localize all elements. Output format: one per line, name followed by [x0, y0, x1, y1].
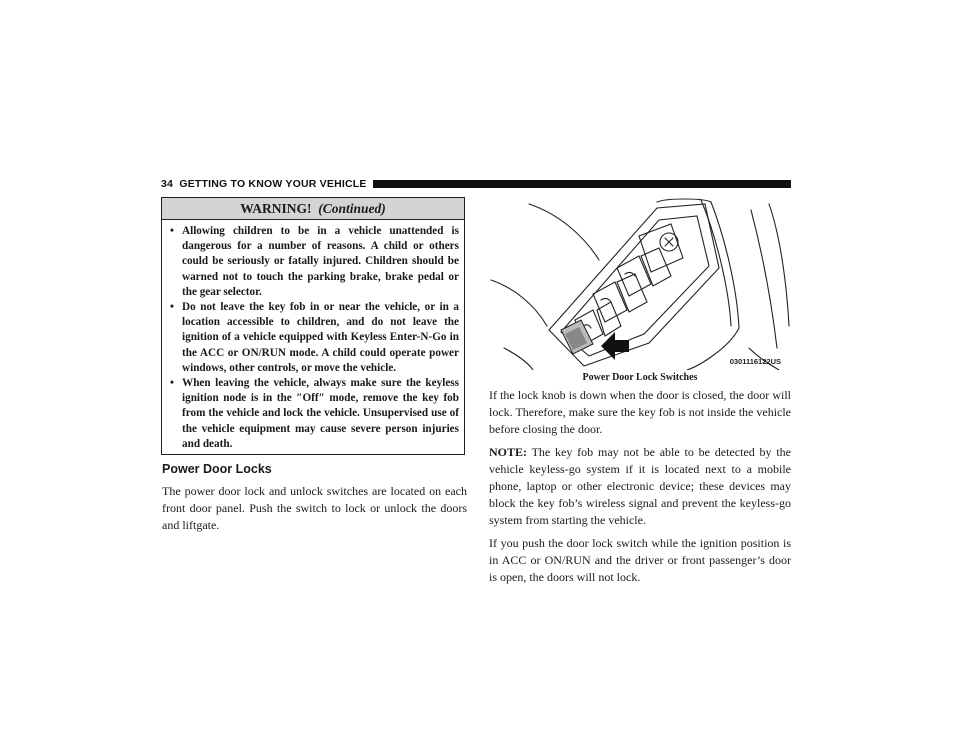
- warning-item: • When leaving the vehicle, always make sure the keyless ignition node is in the ″Off″ mode, remove the key fob from the vehicle and lock the vehicle. Unsupervised use of the vehicle equipment may cause severe person injuries and death.: [168, 376, 459, 452]
- warning-header: [162, 198, 464, 220]
- section-name: GETTING TO KNOW YOUR VEHICLE: [179, 178, 367, 190]
- note-text: The key fob may not be able to be detected by the vehicle keyless-go system if it is located next to a mobile phone, laptop or other electronic device; these devices may block the key fob’s wireless signal and prevent the keyless-go system from starting the vehicle.: [489, 445, 791, 527]
- note-paragraph: [489, 444, 791, 529]
- door-panel-illustration: [489, 198, 791, 370]
- warning-item: • Allowing children to be in a vehicle unattended is dangerous for a number of reasons. A child or others could be seriously or fatally injured. Children should be warned not to touch the parking brake, brake pedal or the gear selector.: [168, 224, 459, 300]
- right-column: [489, 387, 791, 592]
- figure-id: 0301116122US: [729, 357, 781, 366]
- door-switch-paragraph: If you push the door lock switch while the ignition position is in ACC or ON/RUN and the driver or front passenger’s door is open, the doors will not lock.: [489, 536, 791, 584]
- lock-knob-paragraph: If the lock knob is down when the door is closed, the door will lock. Therefore, make sure the key fob is not inside the vehicle before closing the door.: [489, 388, 792, 436]
- section-paragraph: The power door lock and unlock switches are located on each front door panel. Push the switch to lock or unlock the doors and liftgate.: [162, 484, 467, 532]
- warning-item: • Do not leave the key fob in or near the vehicle, or in a location accessible to children, and do not leave the ignition of a vehicle equipped with Keyless Enter-N-Go in the ACC or ON/RUN mode. A child could operate power windows, other controls, or move the vehicle.: [168, 300, 459, 376]
- note-label: NOTE:: [489, 445, 528, 459]
- warning-title: WARNING!: [240, 201, 312, 216]
- page-header: [161, 177, 791, 191]
- header-text: [161, 178, 367, 190]
- warning-box: [161, 197, 465, 455]
- door-lock-figure: [489, 198, 791, 370]
- section-title: Power Door Locks: [162, 462, 272, 476]
- warning-list: [162, 220, 464, 452]
- page-number: 34: [161, 178, 174, 190]
- warning-continued: (Continued): [318, 201, 386, 216]
- figure-caption: Power Door Lock Switches: [582, 372, 698, 383]
- header-rule: [373, 180, 791, 188]
